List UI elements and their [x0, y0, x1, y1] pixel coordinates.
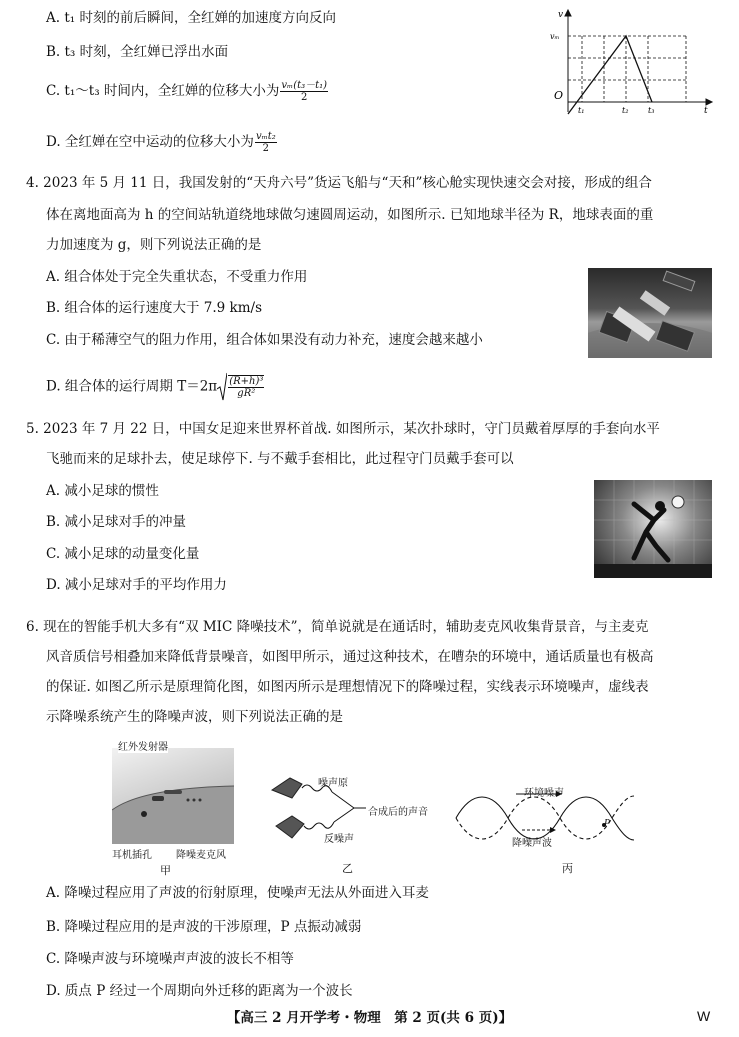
label-ir-emitter: 红外发射器 [118, 738, 168, 753]
q3-option-b: B. t₃ 时刻，全红婵已浮出水面 [46, 44, 229, 60]
q6-option-d: D. 质点 P 经过一个周期向外迁移的距离为一个波长 [46, 983, 353, 999]
page-footer: 【高三 2 月开学考・物理 第 2 页(共 6 页)】 [226, 1010, 513, 1026]
q5-option-d: D. 减小足球对手的平均作用力 [46, 577, 227, 593]
q3-option-d-fraction [255, 131, 277, 154]
t1-label: t₁ [578, 106, 585, 115]
grid-dashes [568, 36, 686, 102]
t-axis-arrow [706, 99, 712, 105]
label-p: P [604, 818, 611, 829]
q5-stem-line1: 5. 2023 年 7 月 22 日，中国女足迎来世界杯首战. 如图所示，某次扑球时，守门员戴着厚厚的手套向水平 [26, 421, 660, 437]
q4-stem-line3: 力加速度为 g，则下列说法正确的是 [46, 237, 262, 253]
caption-bing: 丙 [562, 862, 573, 875]
q3-option-d-text: D. 全红婵在空中运动的位移大小为 [46, 134, 254, 150]
label-headphone-jack: 耳机插孔 [112, 850, 152, 861]
q3-option-c-fraction [280, 80, 328, 103]
q4-option-d-text: D. 组合体的运行周期 T＝2π [46, 378, 218, 395]
q5-stem-line2: 飞驰而来的足球扑去，使足球停下. 与不戴手套相比，此过程守门员戴手套可以 [46, 451, 514, 467]
label-environment-noise: 环境噪声 [524, 788, 564, 799]
q3-option-c-text: C. t₁～t₃ 时间内，全红婵的位移大小为 [46, 83, 280, 99]
q6-option-b: B. 降噪过程应用的是声波的干涉原理，P 点振动减弱 [46, 919, 362, 935]
label-noise-source: 噪声原 [318, 778, 348, 789]
vm-label: vₘ [550, 32, 560, 41]
caption-jia: 甲 [160, 864, 171, 877]
q4-d-denominator: gR² [237, 388, 256, 399]
q3-d-denominator: 2 [262, 143, 270, 154]
q5-option-c: C. 减小足球的动量变化量 [46, 546, 200, 562]
q4-option-d-fraction [228, 375, 264, 399]
q4-option-c: C. 由于稀薄空气的阻力作用，组合体如果没有动力补充，速度会越来越小 [46, 332, 483, 348]
t-axis-label: t [704, 106, 708, 116]
sqrt-symbol [217, 372, 227, 402]
q4-option-a: A. 组合体处于完全失重状态，不受重力作用 [46, 269, 308, 285]
q3-option-c [46, 80, 329, 103]
goalkeeper-photo [594, 480, 712, 578]
v-axis-arrow [565, 10, 571, 16]
t2-label: t₂ [622, 106, 629, 115]
q6-stem-line3: 的保证. 如图乙所示是原理简化图，如图丙所示是理想情况下的降噪过程，实线表示环境噪声，虚线表 [46, 679, 649, 695]
q3-option-a: A. t₁ 时刻的前后瞬间，全红婵的加速度方向反向 [46, 10, 336, 26]
space-station-photo [588, 268, 712, 358]
q5-option-b: B. 减小足球对手的冲量 [46, 514, 187, 530]
q6-stem-line2: 风音质信号相叠加来降低背景噪音，如图甲所示，通过这种技术，在嘈杂的环境中，通话质量也有极高 [46, 649, 654, 665]
v-t-graph [548, 6, 718, 118]
q4-option-d [46, 372, 265, 402]
q3-c-denominator: 2 [301, 92, 308, 103]
q4-option-b: B. 组合体的运行速度大于 7.9 km/s [46, 300, 263, 316]
q4-stem-line1: 4. 2023 年 5 月 11 日，我国发射的“天舟六号”货运飞船与“天和”核心舱实现快速交会对接，形成的组合 [26, 175, 652, 191]
label-noise-mic: 降噪麦克风 [176, 850, 226, 861]
q6-option-a: A. 降噪过程应用了声波的衍射原理，使噪声无法从外面进入耳麦 [46, 885, 429, 901]
caption-yi: 乙 [342, 862, 353, 875]
noise-source-shape [272, 778, 302, 798]
q3-c-numerator: vₘ(t₃－t₁) [281, 80, 328, 91]
label-anti-noise: 反噪声 [324, 834, 354, 845]
q4-d-numerator: (R+h)³ [229, 376, 264, 387]
label-mixed-sound: 合成后的声音 [368, 807, 428, 818]
phone-photo [112, 748, 234, 844]
q3-option-d [46, 131, 278, 154]
origin-label: O [554, 89, 564, 102]
q3-d-numerator: vₘt₂ [255, 131, 276, 142]
watermark-letter: W [697, 1008, 711, 1024]
q4-stem-line2: 体在离地面高为 h 的空间站轨道绕地球做匀速圆周运动，如图所示. 已知地球半径为 R，地球表面的重 [46, 207, 654, 223]
q6-option-c: C. 降噪声波与环境噪声声波的波长不相等 [46, 951, 294, 967]
q6-stem-line4: 示降噪系统产生的降噪声波，则下列说法正确的是 [46, 709, 343, 725]
anti-noise-source-shape [276, 816, 304, 838]
q6-stem-line1: 6. 现在的智能手机大多有“双 MIC 降噪技术”，简单说就是在通话时，辅助麦克风收集背景音，与主麦克 [26, 619, 649, 635]
t3-label: t₃ [648, 106, 655, 115]
q5-option-a: A. 减小足球的惯性 [46, 483, 159, 499]
v-label: v [558, 10, 564, 20]
label-anti-noise-wave: 降噪声波 [512, 838, 552, 849]
